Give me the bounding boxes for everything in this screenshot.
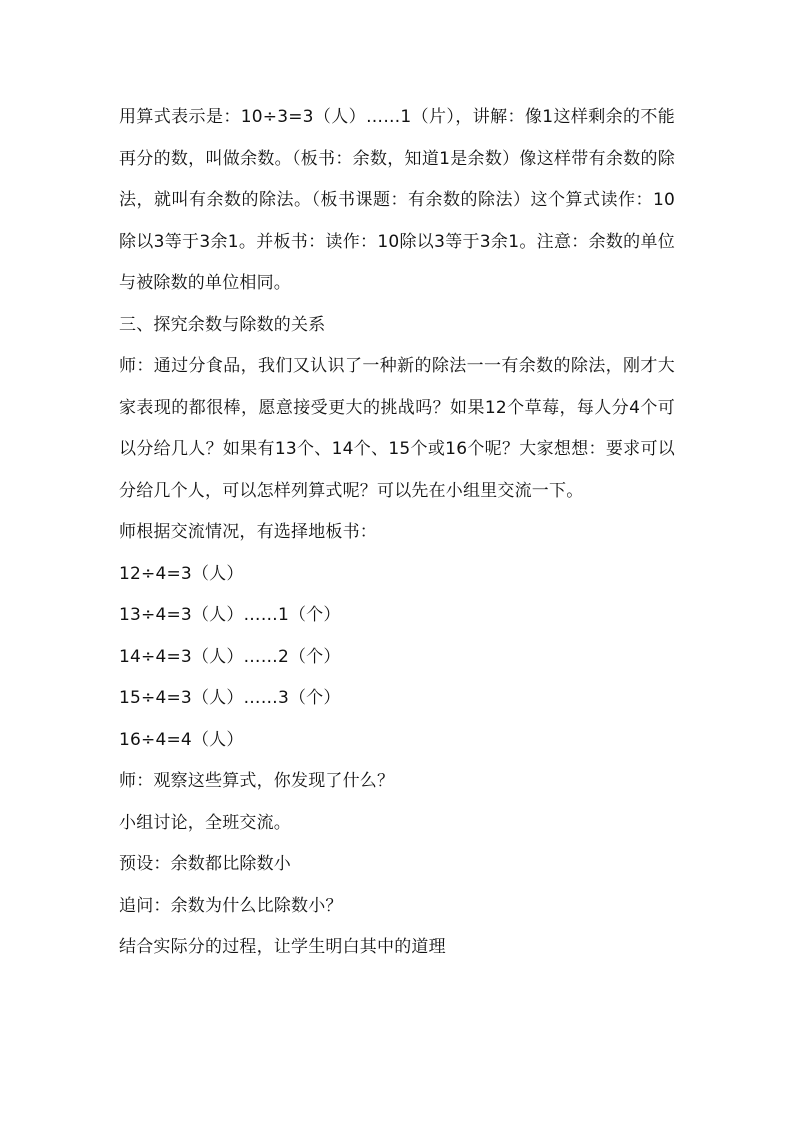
closing-line: 预设：余数都比除数小 [119, 854, 291, 874]
equation-line: 15÷4=3（人）……3（个） [119, 688, 341, 708]
closing-line: 师：观察这些算式，你发现了什么？ [119, 771, 395, 791]
paragraph-remainder-explanation: 用算式表示是：10÷3=3（人）……1（片），讲解：像1这样剩余的不能再分的数，叫做余数。（板书：余数，知道1是余数）像这样带有余数的除法，就叫有余数的除法。（板书课题：有余数的除法）这个算式读作：10除以3等于3余1。并板书：读作：10除以3等于3余1。注意：余数的单位与被除数的单位相同。 [119, 107, 675, 293]
paragraph-teacher-question: 师：通过分食品，我们又认识了一种新的除法一一有余数的除法，刚才大家表现的都很棒，愿意接受更大的挑战吗？如果12个草莓，每人分4个可以分给几人？如果有13个、14个、15个或16个呢？大家想想：要求可以分给几个人，可以怎样列算式呢？可以先在小组里交流一下。 [119, 356, 675, 501]
equation-line: 13÷4=3（人）……1（个） [119, 605, 341, 625]
closing-line: 结合实际分的过程，让学生明白其中的道理 [119, 937, 446, 957]
equation-line: 12÷4=3（人） [119, 563, 244, 584]
equation-line: 16÷4=4（人） [119, 729, 244, 750]
closing-line: 小组讨论，全班交流。 [119, 812, 291, 833]
closing-line: 追问：余数为什么比除数小？ [119, 895, 343, 916]
paragraph-board-intro: 师根据交流情况，有选择地板书： [119, 522, 377, 542]
document-body [119, 97, 675, 969]
equation-line: 14÷4=3（人）……2（个） [119, 646, 341, 667]
section-heading: 三、探究余数与除数的关系 [119, 314, 326, 335]
